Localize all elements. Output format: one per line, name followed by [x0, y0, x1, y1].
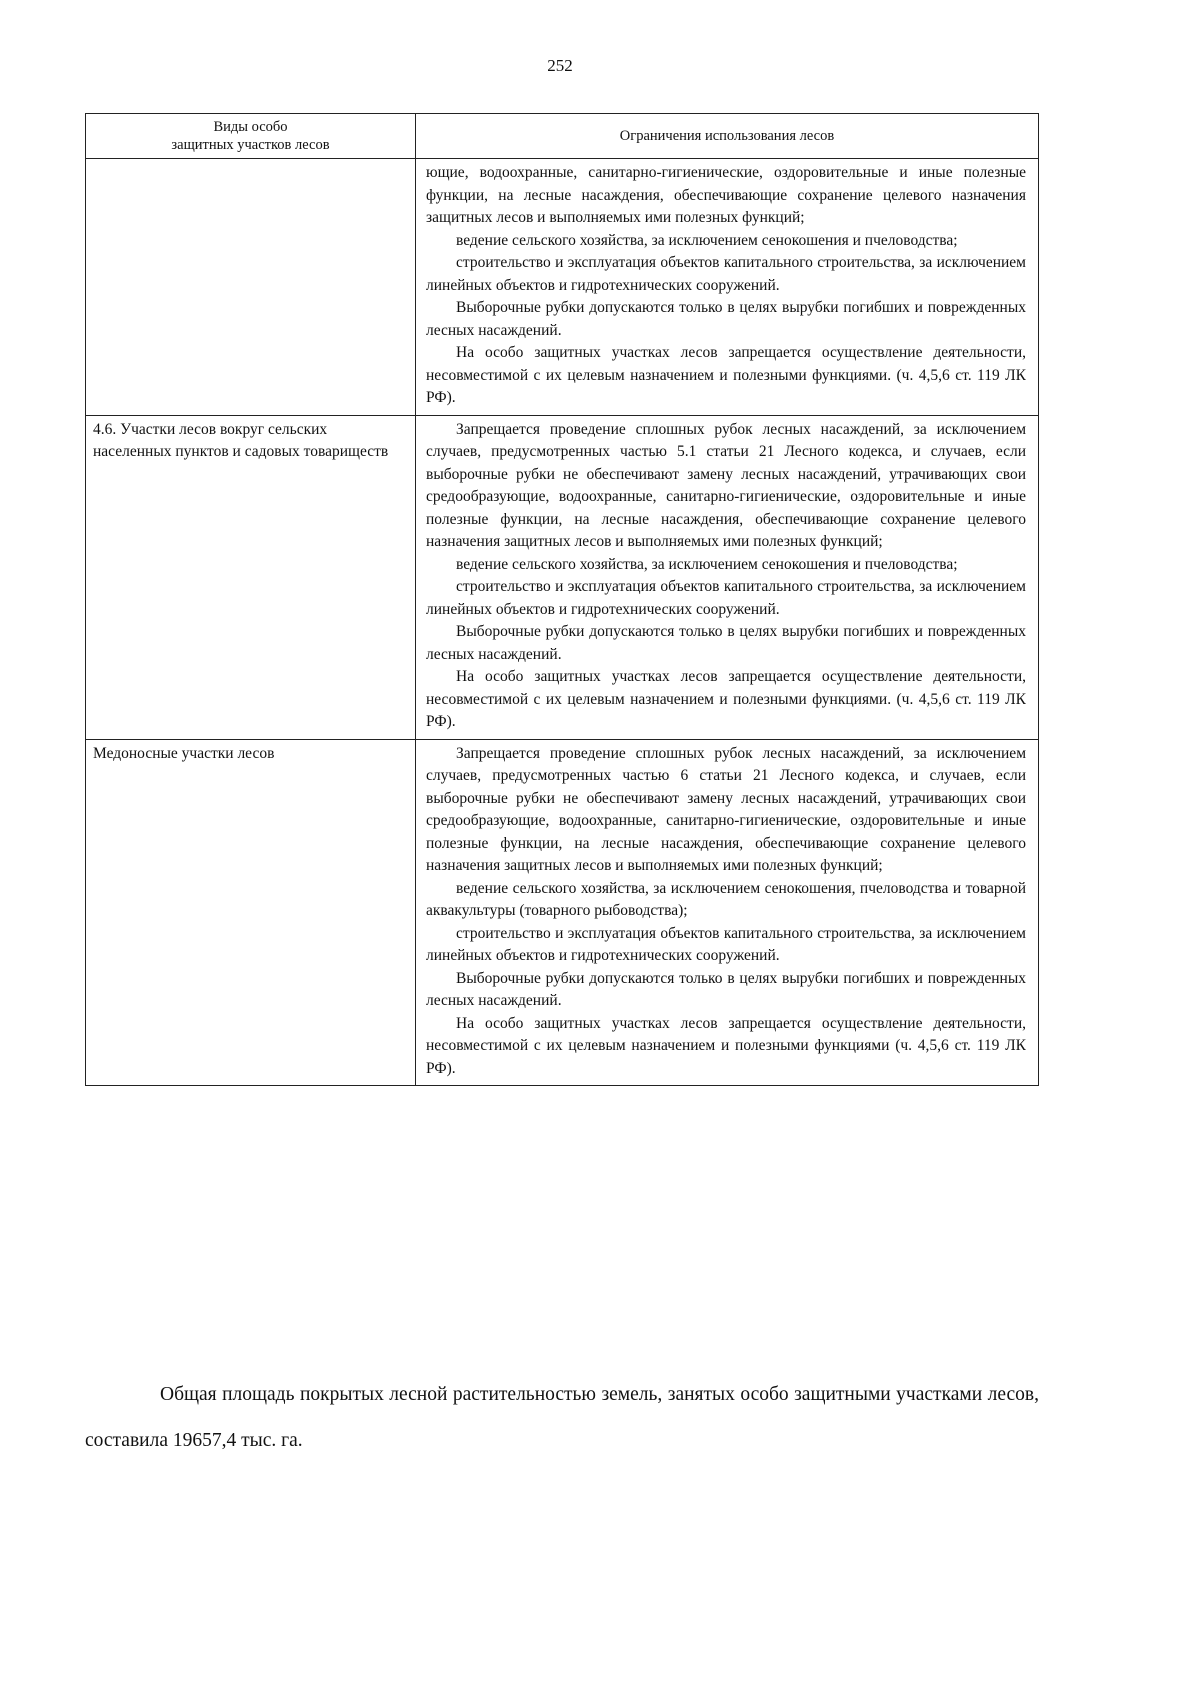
restriction-paragraph: строительство и эксплуатация объектов капитального строительства, за исключением линейных объектов и гидротехнических сооружений.	[426, 578, 1026, 618]
summary-paragraph: Общая площадь покрытых лесной растительностью земель, занятых особо защитными участками лесов, составила 19657,4 тыс. га.	[85, 1384, 1039, 1451]
restrictions-cell	[416, 415, 1039, 739]
forest-type-cell: 4.6. Участки лесов вокруг сельских населенных пунктов и садовых товариществ	[86, 415, 416, 739]
restriction-paragraph: Выборочные рубки допускаются только в целях вырубки погибших и поврежденных лесных насаждений.	[426, 299, 1026, 339]
restriction-paragraph: Выборочные рубки допускаются только в целях вырубки погибших и поврежденных лесных насаждений.	[426, 969, 1026, 1009]
forest-type-cell	[86, 159, 416, 416]
restriction-paragraph: ведение сельского хозяйства, за исключением сенокошения и пчеловодства;	[456, 555, 958, 573]
restriction-paragraph: ведение сельского хозяйства, за исключением сенокошения и пчеловодства;	[456, 231, 958, 249]
header-forest-type: Виды особо защитных участков лесов	[86, 114, 416, 159]
restriction-paragraph: На особо защитных участках лесов запрещается осуществление деятельности, несовместимой с их целевым назначением и полезными функциями (ч. 4,5,6 ст. 119 ЛК РФ).	[426, 1014, 1026, 1077]
table-row	[86, 415, 1039, 739]
restriction-paragraph: Запрещается проведение сплошных рубок лесных насаждений, за исключением случаев, предусмотренных частью 5.1 статьи 21 Лесного кодекса, и случаев, если выборочные рубки не обеспечивают замену лесных насаждений, утрачивающих свои средообразующие, водоохранные, санитарно-гигиенические, оздоровительные и иные полезные функции, на лесные насаждения, обеспечивающие сохранение целевого назначения защитных лесов и выполняемых ими полезных функций;	[426, 420, 1026, 550]
forest-type-cell: Медоносные участки лесов	[86, 739, 416, 1086]
restriction-paragraph: На особо защитных участках лесов запрещается осуществление деятельности, несовместимой с их целевым назначением и полезными функциями. (ч. 4,5,6 ст. 119 ЛК РФ).	[426, 344, 1026, 406]
table-row	[86, 159, 1039, 416]
table-row	[86, 739, 1039, 1086]
table-header-row	[86, 114, 1039, 159]
restriction-paragraph: строительство и эксплуатация объектов капитального строительства, за исключением линейных объектов и гидротехнических сооружений.	[426, 254, 1026, 294]
restriction-paragraph: ющие, водоохранные, санитарно-гигиенические, оздоровительные и иные полезные функции, на лесные насаждения, обеспечивающие сохранение целевого назначения защитных лесов и выполняемых ими полезных функций;	[426, 164, 1026, 226]
restrictions-cell	[416, 159, 1039, 416]
header-restrictions: Ограничения использования лесов	[416, 114, 1039, 159]
restriction-paragraph: На особо защитных участках лесов запрещается осуществление деятельности, несовместимой с их целевым назначением и полезными функциями. (ч. 4,5,6 ст. 119 ЛК РФ).	[426, 668, 1026, 730]
restriction-paragraph: Выборочные рубки допускаются только в целях вырубки погибших и поврежденных лесных насаждений.	[426, 623, 1026, 663]
restrictions-table	[85, 113, 1039, 1086]
page-number: 252	[547, 56, 573, 75]
restriction-paragraph: ведение сельского хозяйства, за исключением сенокошения, пчеловодства и товарной аквакультуры (товарного рыбоводства);	[426, 879, 1026, 919]
restriction-paragraph: Запрещается проведение сплошных рубок лесных насаждений, за исключением случаев, предусмотренных частью 6 статьи 21 Лесного кодекса, и случаев, если выборочные рубки не обеспечивают замену лесных насаждений, утрачивающих свои средообразующие, водоохранные, санитарно-гигиенические, оздоровительные и иные полезные функции, на лесные насаждения, обеспечивающие сохранение целевого назначения защитных лесов и выполняемых ими полезных функций;	[426, 744, 1026, 874]
restriction-paragraph: строительство и эксплуатация объектов капитального строительства, за исключением линейных объектов и гидротехнических сооружений.	[426, 924, 1026, 964]
summary-text	[85, 1372, 1039, 1464]
restrictions-cell	[416, 739, 1039, 1086]
